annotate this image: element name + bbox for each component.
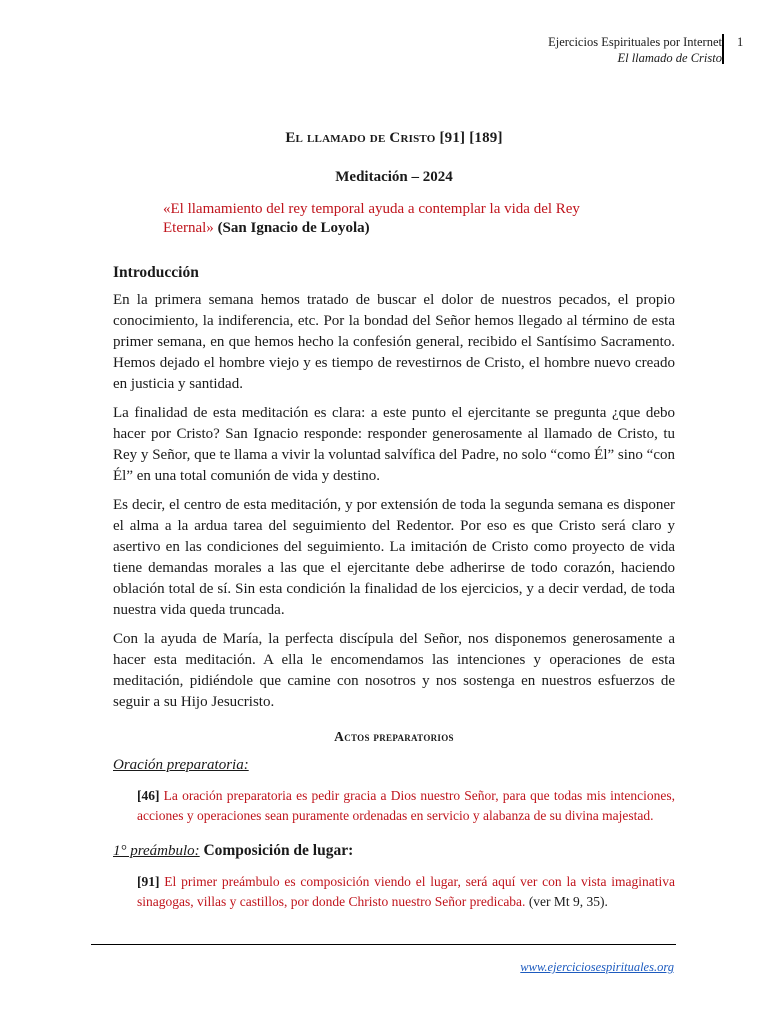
quote-text: «El llamamiento del rey temporal ayuda a contemplar la vida del Rey Eternal» xyxy=(163,201,580,236)
preamble-note: (ver Mt 9, 35). xyxy=(528,894,608,909)
page-header xyxy=(548,34,722,66)
footer-divider xyxy=(91,944,676,945)
header-divider xyxy=(722,34,724,64)
preamble-citation xyxy=(137,872,675,912)
epigraph-quote xyxy=(163,200,603,238)
introduction-heading: Introducción xyxy=(113,264,199,281)
prayer-reference: [46] xyxy=(137,788,160,803)
preamble-reference: [91] xyxy=(137,874,160,889)
preamble-title: Composición de lugar: xyxy=(203,842,354,859)
section-heading: Actos preparatorios xyxy=(334,729,454,744)
intro-paragraph: La finalidad de esta meditación es clara: a este punto el ejercitante se pregunta ¿que debo hacer por Cristo? San Ignacio responde: responder generosamente al llamado de Cristo, tu Rey y Señor, que te llama a vivir la voluntad salvífica del Padre, no solo “como Él” sino “con Él” en una total comunión de vida y destino. xyxy=(113,405,675,484)
quote-author: (San Ignacio de Loyola) xyxy=(217,220,370,236)
intro-paragraph: Con la ayuda de María, la perfecta discípula del Señor, nos disponemos generosamente a hacer esta meditación. A ella le encomendamos las intenciones y operaciones de esta meditación, pidiéndole que camine con nosotros y nos sostenga en nuestros esfuerzos de seguir a su Hijo Jesucristo. xyxy=(113,631,675,710)
prayer-label: Oración preparatoria: xyxy=(113,757,249,773)
document-body xyxy=(113,130,675,928)
intro-paragraph: Es decir, el centro de esta meditación, y por extensión de toda la segunda semana es disponer el alma a la ardua tarea del seguimiento del Redentor. Por eso es que Cristo será claro y asertivo en las condiciones del seguimiento. La imitación de Cristo como proyecto de vida tiene demandas morales a las que el ejercitante debe adherirse de todo corazón, haciendo oblación total de sí. Sin esta condición la finalidad de los ejercicios, y a decir verdad, de toda nuestra vida queda truncada. xyxy=(113,497,675,618)
document-title: El llamado de Cristo [91] [189] xyxy=(285,130,503,146)
preamble-text: El primer preámbulo es composición viendo el lugar, será aquí ver con la vista imaginativa sinagogas, villas y castillos, por donde Christo nuestro Señor predicaba. xyxy=(137,874,676,909)
prayer-citation xyxy=(137,786,675,826)
prayer-text: La oración preparatoria es pedir gracia a Dios nuestro Señor, para que todas mis intenciones, acciones y operaciones sean puramente ordenadas en servicio y alabanza de su divina majestad. xyxy=(137,788,676,823)
preamble-label: 1° preámbulo: xyxy=(113,843,200,859)
header-document-title: El llamado de Cristo xyxy=(617,51,722,65)
page-number: 1 xyxy=(737,35,744,49)
website-link[interactable]: www.ejerciciosespirituales.org xyxy=(520,960,674,974)
intro-paragraph: En la primera semana hemos tratado de buscar el dolor de nuestros pecados, el propio conocimiento, la indiferencia, etc. Por la bondad del Señor hemos llegado al término de esta primer semana, en que hemos hecho la confesión general, recibido el Santísimo Sacramento. Hemos dejado el hombre viejo y es tiempo de revestirnos de Cristo, el hombre nuevo creado en justicia y santidad. xyxy=(113,292,675,392)
preamble-heading xyxy=(113,842,675,860)
header-series-title: Ejercicios Espirituales por Internet xyxy=(548,35,722,49)
document-subtitle: Meditación – 2024 xyxy=(335,169,453,185)
